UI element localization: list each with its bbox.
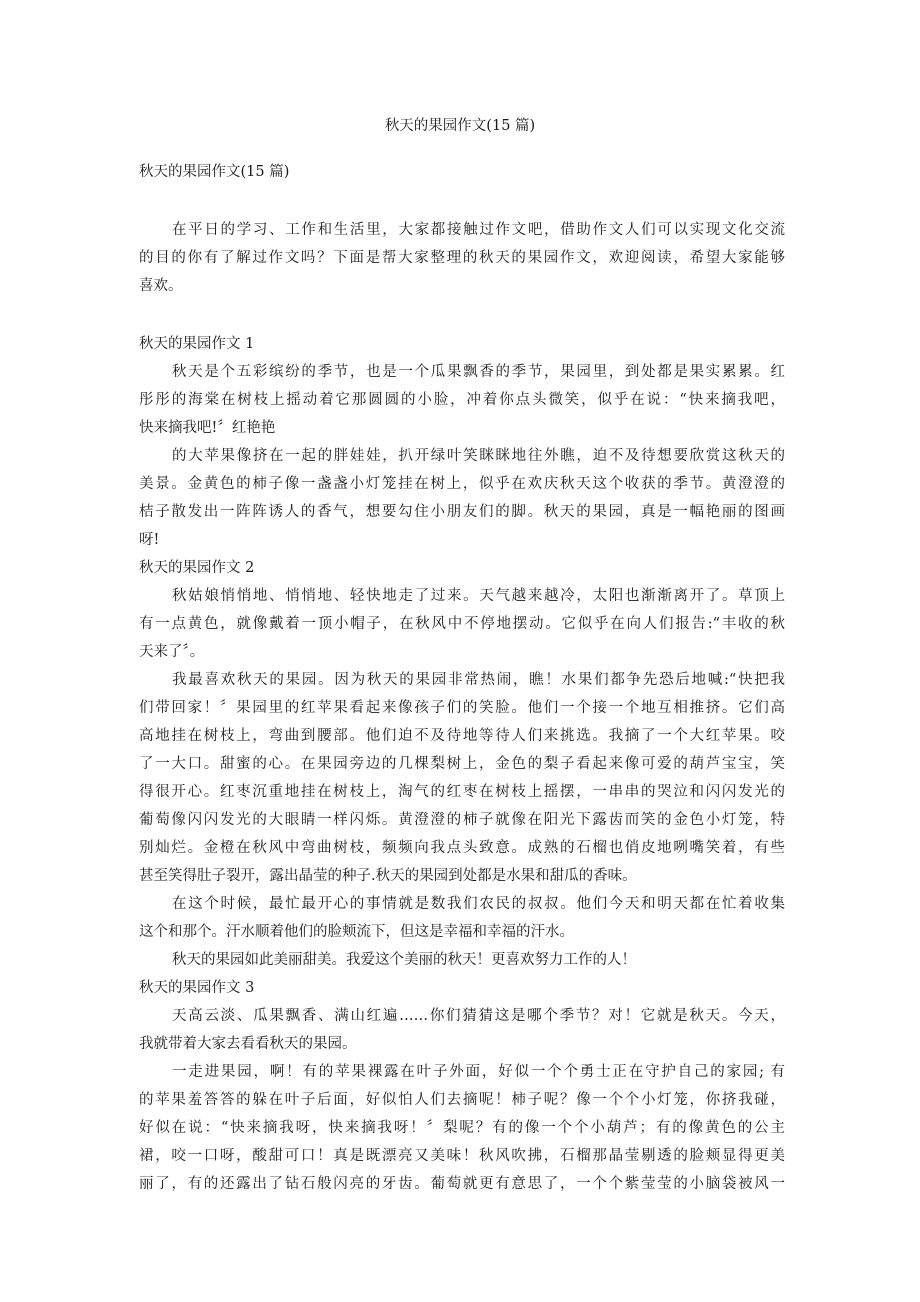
paragraph-line: 在平日的学习、工作和生活里，大家都接触过作文吧，借助作文人们可以实现文化交流: [172, 222, 785, 238]
paragraph-line: 秋天是个五彩缤纷的季节，也是一个瓜果飘香的季节，果园里，到处都是果实累累。红: [172, 364, 785, 380]
paragraph-line: 天来了〞。: [139, 644, 205, 660]
paragraph-line: 在这个时候，最忙最开心的事情就是数我们农民的叔叔。他们今天和明天都在忙着收集: [172, 896, 785, 912]
section1-paragraph-2: [139, 442, 785, 554]
paragraph-line: 得很开心。红枣沉重地挂在树枝上，淘气的红枣在树枝上摇摆，一串串的哭泣和闪闪发光的: [139, 784, 785, 800]
paragraph-line: 我最喜欢秋天的果园。因为秋天的果园非常热闹，瞧！水果们都争先恐后地喊:“快把我: [172, 672, 785, 688]
paragraph-line: 天高云淡、瓜果飘香、满山红遍……你们猜猜这是哪个季节？对！它就是秋天。今天，: [172, 1008, 785, 1024]
paragraph-line: 美景。金黄色的柿子像一盏盏小灯笼挂在树上，似乎在欢庆秋天这个收获的季节。黄澄澄的: [139, 476, 785, 492]
paragraph-line: 好似在说：“快来摘我呀，快来摘我呀！〞梨呢？有的像一个个小葫芦；有的像黄色的公主: [139, 1120, 785, 1136]
paragraph-line: 呀!: [139, 532, 160, 548]
section3-paragraph-2: [139, 1058, 785, 1198]
document-title: 秋天的果园作文(15 篇): [384, 118, 536, 134]
paragraph-line: 的苹果羞答答的躲在叶子后面，好似怕人们去摘呢！柿子呢？像一个个小灯笼，你挤我碰，: [139, 1092, 785, 1108]
paragraph-line: 秋天的果园如此美丽甜美。我爱这个美丽的秋天！更喜欢努力工作的人！: [172, 952, 636, 968]
paragraph-line: 们带回家！〞果园里的红苹果看起来像孩子们的笑脸。他们一个接一个地互相推挤。它们高: [139, 700, 785, 716]
paragraph-line: 的目的你有了解过作文吗？下面是帮大家整理的秋天的果园作文，欢迎阅读，希望大家能够: [139, 250, 785, 266]
paragraph-line: 快来摘我吧!〞红艳艳: [139, 420, 276, 436]
intro-paragraph: [139, 216, 785, 300]
section2-paragraph-3: [139, 890, 785, 946]
paragraph-line: 别灿烂。金橙在秋风中弯曲树枝，频频向我点头致意。成熟的石榴也俏皮地咧嘴笑着，有些: [139, 840, 785, 856]
paragraph-line: 这个和那个。汗水顺着他们的脸颊流下，但这是幸福和幸福的汗水。: [139, 924, 574, 940]
section-heading: 秋天的果园作文 2: [139, 560, 255, 576]
document-body: [139, 158, 785, 1198]
paragraph-line: 喜欢。: [139, 278, 183, 294]
section3-paragraph-1: [139, 1002, 785, 1058]
paragraph-line: 我就带着大家去看看秋天的果园。: [139, 1036, 357, 1052]
paragraph-line: 彤彤的海棠在树枝上摇动着它那圆圆的小脸，冲着你点头微笑，似乎在说：“快来摘我吧，: [139, 392, 785, 408]
paragraph-line: 葡萄像闪闪发光的大眼睛一样闪烁。黄澄澄的柿子就像在阳光下露齿而笑的金色小灯笼，特: [139, 812, 785, 828]
section-heading: 秋天的果园作文 1: [139, 336, 255, 352]
section1-paragraph-1: [139, 358, 785, 442]
section2-paragraph-1: [139, 582, 785, 666]
paragraph-line: 高地挂在树枝上，弯曲到腰部。他们迫不及待地等待人们来挑选。我摘了一个大红苹果。咬: [139, 728, 785, 744]
paragraph-line: 丽了，有的还露出了钻石般闪亮的牙齿。葡萄就更有意思了，一个个紫莹莹的小脑袋被风一: [139, 1176, 785, 1192]
paragraph-line: 甚至笑得肚子裂开，露出晶莹的种子.秋天的果园到处都是水果和甜瓜的香味。: [139, 868, 637, 884]
section-heading: 秋天的果园作文 3: [139, 980, 255, 996]
paragraph-line: 一走进果园，啊！有的苹果裸露在叶子外面，好似一个个勇士正在守护自己的家园; 有: [172, 1064, 785, 1080]
section2-paragraph-4: [139, 946, 785, 974]
section2-paragraph-2: [139, 666, 785, 890]
paragraph-line: 的大苹果像挤在一起的胖娃娃，扒开绿叶笑眯眯地往外瞧，迫不及待想要欣赏这秋天的: [172, 448, 785, 464]
paragraph-line: 了一大口。甜蜜的心。在果园旁边的几棵梨树上，金色的梨子看起来像可爱的葫芦宝宝，笑: [139, 756, 785, 772]
document-subtitle: 秋天的果园作文(15 篇): [139, 164, 290, 180]
paragraph-line: 秋姑娘悄悄地、悄悄地、轻快地走了过来。天气越来越冷，太阳也渐渐离开了。草顶上: [172, 588, 785, 604]
paragraph-line: 有一点黄色，就像戴着一顶小帽子，在秋风中不停地摆动。它似乎在向人们报告:“丰收的秋: [139, 616, 785, 632]
paragraph-line: 桔子散发出一阵阵诱人的香气，想要勾住小朋友们的脚。秋天的果园，真是一幅艳丽的图画: [139, 504, 785, 520]
paragraph-line: 裙，咬一口呀，酸甜可口！真是既漂亮又美味！秋风吹拂，石榴那晶莹剔透的脸颊显得更美: [139, 1148, 785, 1164]
